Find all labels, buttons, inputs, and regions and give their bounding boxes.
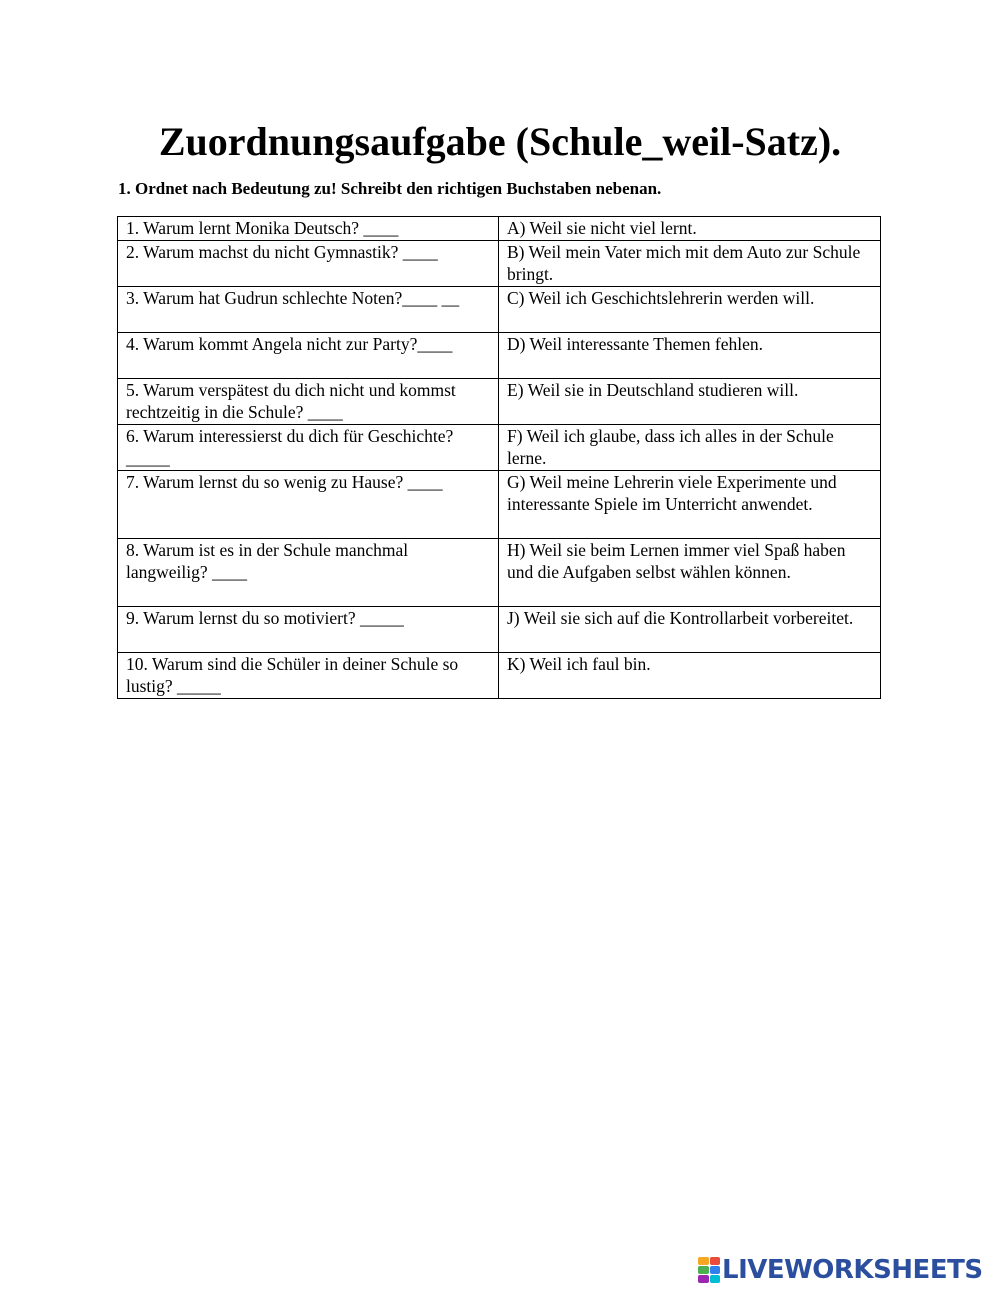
logo-tile [710,1266,721,1274]
table-row [118,652,881,698]
question-cell: 6. Warum interessierst du dich für Geschichte? _____ [118,424,499,470]
logo-blocks-icon [698,1257,720,1283]
logo-tile [698,1266,709,1274]
question-cell: 8. Warum ist es in der Schule manchmal langweilig? ____ [118,538,499,606]
question-cell: 2. Warum machst du nicht Gymnastik? ____ [118,240,499,286]
table-row [118,606,881,652]
table-row [118,470,881,538]
logo-text: LIVEWORKSHEETS [722,1255,983,1285]
logo-tile [698,1257,709,1265]
table-row [118,332,881,378]
question-cell: 7. Warum lernst du so wenig zu Hause? ____ [118,470,499,538]
question-cell: 3. Warum hat Gudrun schlechte Noten?____ __ [118,286,499,332]
page-title: Zuordnungsaufgabe (Schule_weil-Satz). [158,119,842,164]
table-row [118,378,881,424]
answer-cell: K) Weil ich faul bin. [499,652,881,698]
answer-cell: A) Weil sie nicht viel lernt. [499,217,881,241]
answer-cell: G) Weil meine Lehrerin viele Experimente und interessante Spiele im Unterricht anwendet. [499,470,881,538]
answer-cell: J) Weil sie sich auf die Kontrollarbeit vorbereitet. [499,606,881,652]
question-cell: 10. Warum sind die Schüler in deiner Schule so lustig? _____ [118,652,499,698]
logo-tile [710,1275,721,1283]
answer-cell: D) Weil interessante Themen fehlen. [499,332,881,378]
question-cell: 4. Warum kommt Angela nicht zur Party?____ [118,332,499,378]
table-row [118,217,881,241]
question-cell: 9. Warum lernst du so motiviert? _____ [118,606,499,652]
instruction: 1. Ordnet nach Bedeutung zu! Schreibt den richtigen Buchstaben nebenan. [118,179,662,198]
answer-cell: E) Weil sie in Deutschland studieren will. [499,378,881,424]
matching-table [117,216,881,699]
question-cell: 1. Warum lernt Monika Deutsch? ____ [118,217,499,241]
answer-cell: C) Weil ich Geschichtslehrerin werden will. [499,286,881,332]
table-row [118,424,881,470]
table-row [118,286,881,332]
answer-cell: B) Weil mein Vater mich mit dem Auto zur Schule bringt. [499,240,881,286]
logo-tile [710,1257,721,1265]
answer-cell: F) Weil ich glaube, dass ich alles in der Schule lerne. [499,424,881,470]
table-row [118,240,881,286]
table-row [118,538,881,606]
question-cell: 5. Warum verspätest du dich nicht und kommst rechtzeitig in die Schule? ____ [118,378,499,424]
logo-tile [698,1275,709,1283]
answer-cell: H) Weil sie beim Lernen immer viel Spaß haben und die Aufgaben selbst wählen können. [499,538,881,606]
liveworksheets-logo [698,1256,983,1284]
